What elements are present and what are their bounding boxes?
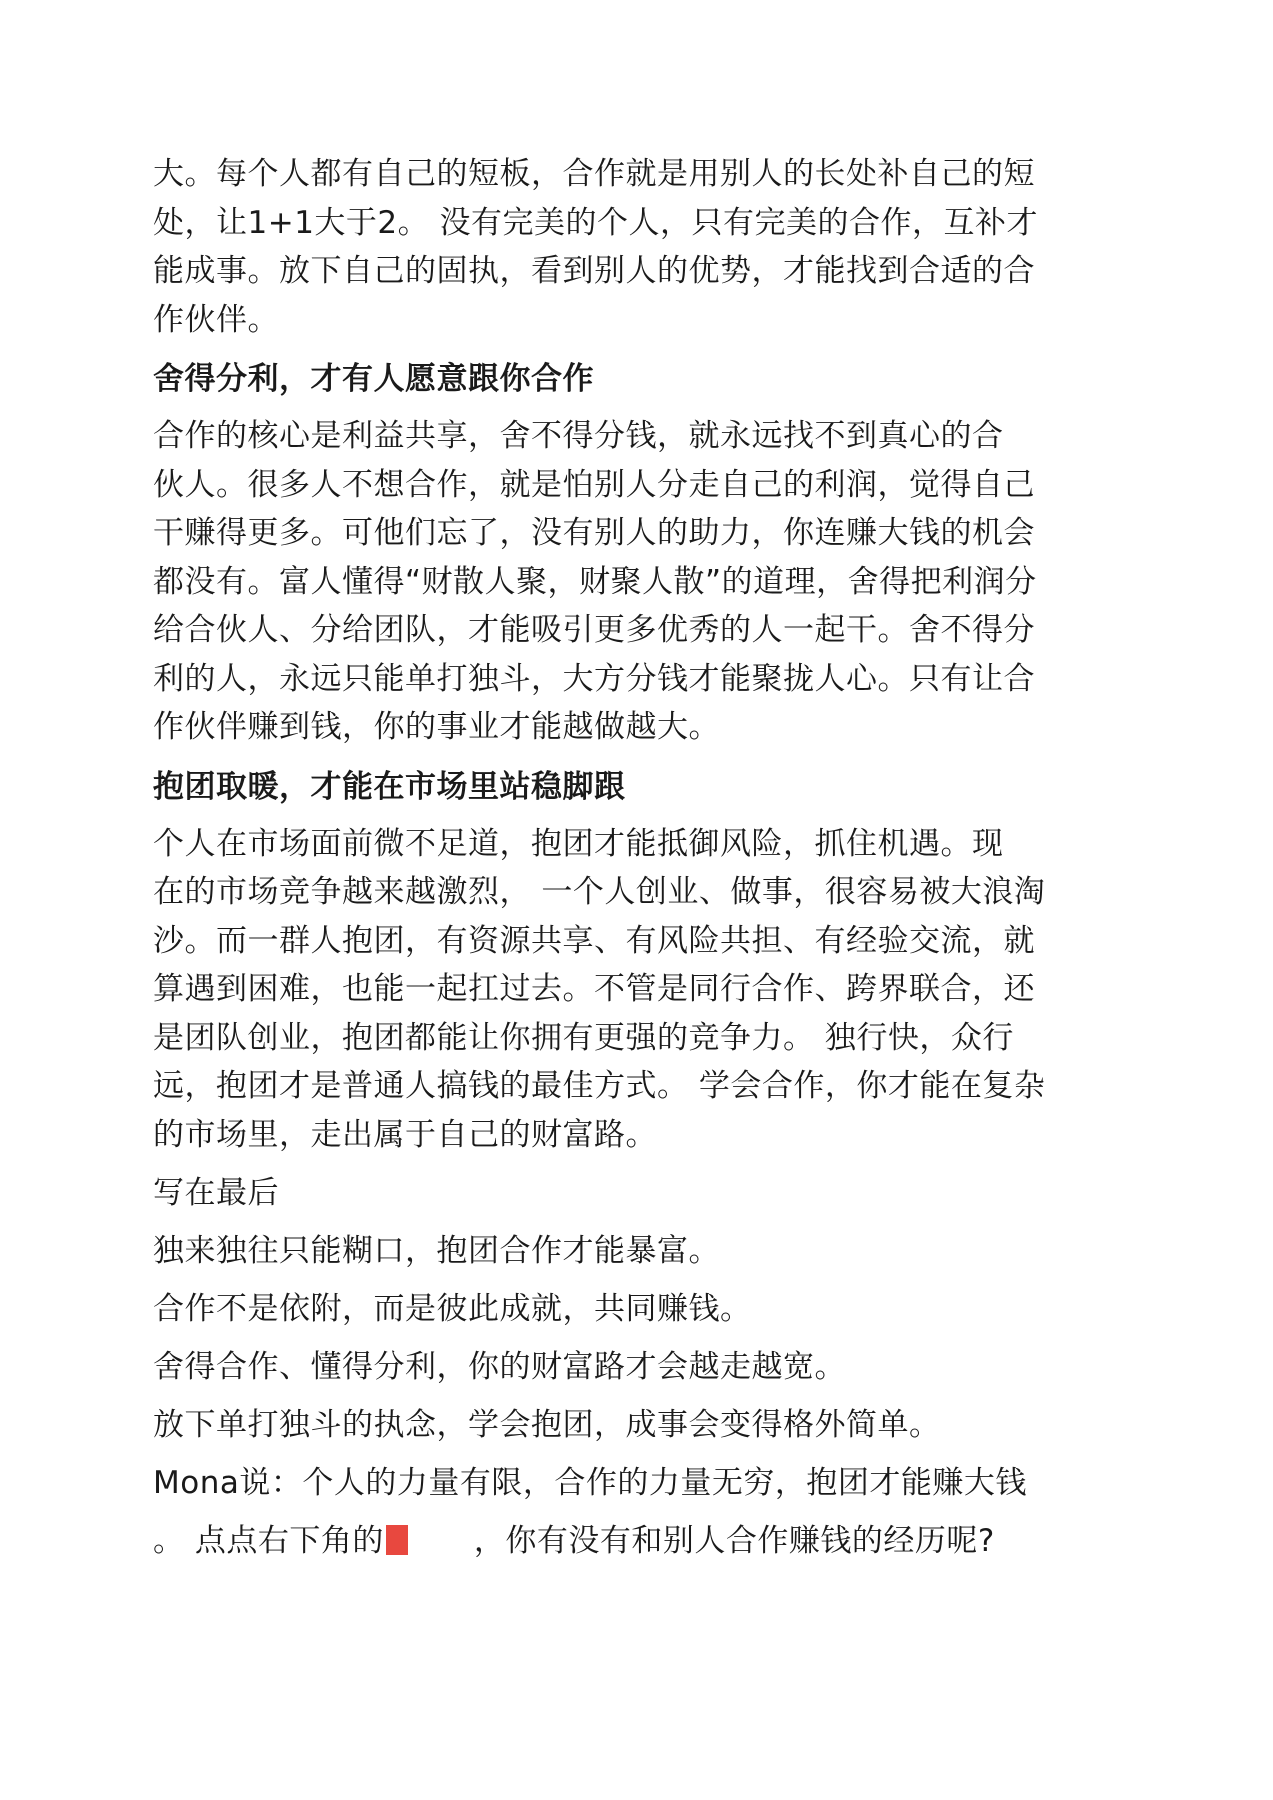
text-line: 都没有。富人懂得“财散人聚，财聚人散”的道理，舍得把利润分 [153,563,1037,600]
intro-paragraph [153,150,1133,344]
closing-line: Mona说：个人的力量有限，合作的力量无穷，抱团才能赚大钱 [153,1465,1027,1501]
text-line: 能成事。放下自己的固执，看到别人的优势，才能找到合适的合 [153,253,1035,289]
final-line-before: 。 点点右下角的 [153,1523,384,1559]
final-line-after: ，你有没有和别人合作赚钱的经历呢? [473,1523,995,1559]
text-line: 算遇到困难，也能一起扛过去。不管是同行合作、跨界联合，还 [153,971,1035,1007]
text-line: 是团队创业，抱团都能让你拥有更强的竞争力。 独行快，众行 [153,1019,1014,1056]
section-heading-share-profit: 舍得分利，才有人愿意跟你合作 [153,361,594,397]
text-line: 干赚得更多。可他们忘了，没有别人的助力，你连赚大钱的机会 [153,515,1035,551]
text-line: 个人在市场面前微不足道，抱团才能抵御风险，抓住机遇。现 [153,825,1004,862]
text-line: 的市场里，走出属于自己的财富路。 [153,1116,657,1153]
text-line: 作伙伴。 [153,301,279,338]
text-line: 合作的核心是利益共享，舍不得分钱，就永远找不到真心的合 [153,418,1004,454]
like-icon [386,1525,408,1555]
text-line: 在的市场竞争越来越激烈， 一个人创业、做事，很容易被大浪淘 [153,874,1046,910]
section-paragraph-share-profit [153,412,1133,752]
section-paragraph-team-up [153,820,1133,1160]
text-line: 远，抱团才是普通人搞钱的最佳方式。 学会合作，你才能在复杂 [153,1068,1046,1104]
closing-line: 舍得合作、懂得分利，你的财富路才会越走越宽。 [153,1349,846,1385]
text-line: 给合伙人、分给团队，才能吸引更多优秀的人一起干。舍不得分 [153,612,1035,648]
text-line: 利的人，永远只能单打独斗，大方分钱才能聚拢人心。只有让合 [153,660,1035,697]
text-line: 处，让1+1大于2。 没有完美的个人，只有完美的合作，互补才 [153,204,1038,241]
closing-heading: 写在最后 [153,1175,279,1211]
document-page [153,150,1133,1565]
text-line: 大。每个人都有自己的短板，合作就是用别人的长处补自己的短 [153,156,1035,192]
closing-line: 独来独往只能糊口，抱团合作才能暴富。 [153,1233,720,1269]
text-line: 作伙伴赚到钱，你的事业才能越做越大。 [153,709,720,745]
closing-line: 放下单打独斗的执念，学会抱团，成事会变得格外简单。 [153,1407,941,1443]
closing-line: 合作不是依附，而是彼此成就，共同赚钱。 [153,1291,752,1327]
section-heading-team-up: 抱团取暖，才能在市场里站稳脚跟 [153,768,626,805]
text-line: 沙。而一群人抱团，有资源共享、有风险共担、有经验交流，就 [153,922,1035,959]
text-line: 伙人。很多人不想合作，就是怕别人分走自己的利润，觉得自己 [153,466,1035,503]
closing-final-line [153,1517,1133,1565]
